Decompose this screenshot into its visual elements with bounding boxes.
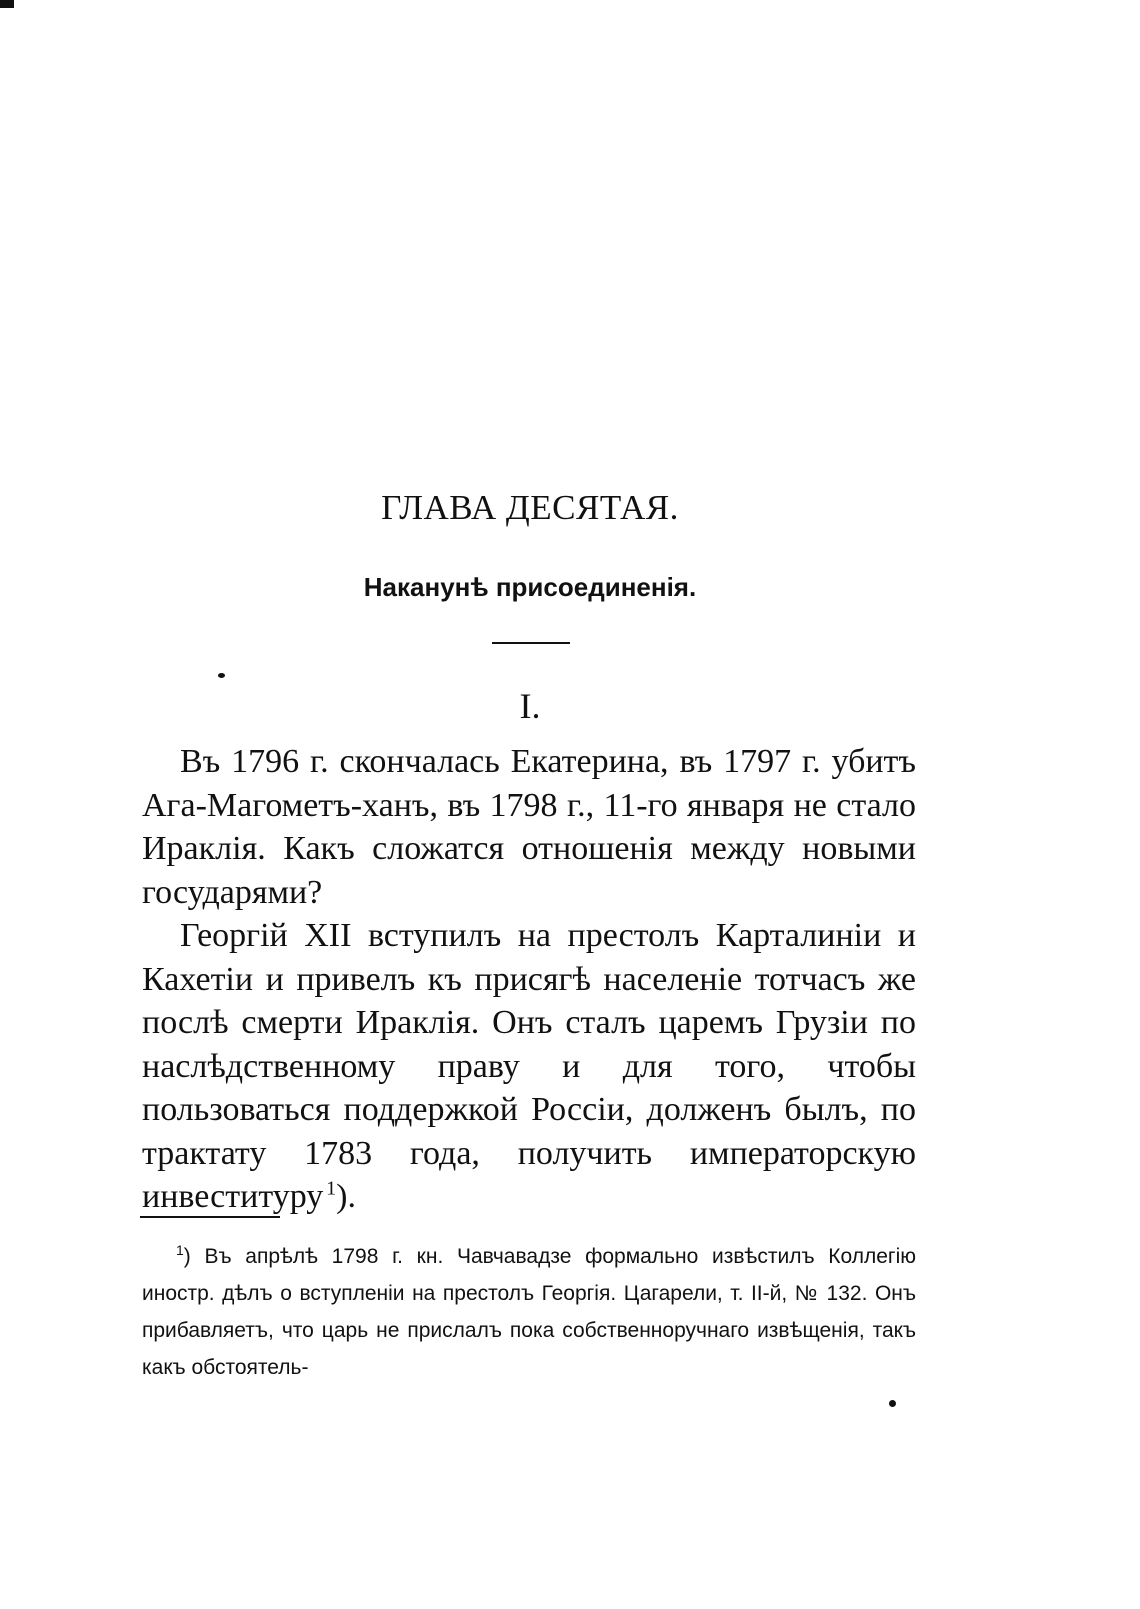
footnote-text: ) Въ апрѣлѣ 1798 г. кн. Чавчавадзе формально извѣстилъ Коллегію иностр. дѣлъ о вступленіи на престолъ Георгія. Цагарели, т. II-й, № 132. Онъ прибавляетъ, что царь не прислалъ пока собственноручнаго извѣщенія, такъ какъ обстоятель- [142,1245,916,1379]
section-number: I. [519,686,541,726]
paragraph-2-end: ). [336,1178,356,1215]
paragraph-2 [142,914,916,1219]
paragraph-1 [142,740,916,914]
chapter-subtitle: Наканунѣ присоединенія. [363,572,697,602]
footnote-marker: 1 [176,1242,184,1258]
chapter-title: ГЛАВА ДЕСЯТАЯ. [381,488,679,527]
footnote-divider [140,1216,280,1218]
title-divider [492,642,570,644]
footnote [142,1238,916,1386]
scan-speck-bottom [889,1400,896,1407]
paragraph-2-text: Георгій XII вступилъ на престолъ Карталиніи и Кахетіи и привелъ къ присягѣ населеніе тотчасъ же послѣ смерти Ираклія. Онъ сталъ царемъ Грузіи по наслѣдственному праву и для того, чтобы пользоваться поддержкой Россіи, долженъ былъ, по трактату 1783 года, получить императорскую инвеституру [142,917,916,1215]
main-text [142,740,916,1219]
paragraph-1-text: Въ 1796 г. скончалась Екатерина, въ 1797 г. убитъ Ага-Магометъ-ханъ, въ 1798 г., 11-го января не стало Ираклія. Какъ сложатся отношенія между новыми государями? [142,743,916,911]
footnote-reference: 1 [326,1177,337,1200]
scan-speck [218,673,225,678]
scan-corner-mark [0,0,14,8]
